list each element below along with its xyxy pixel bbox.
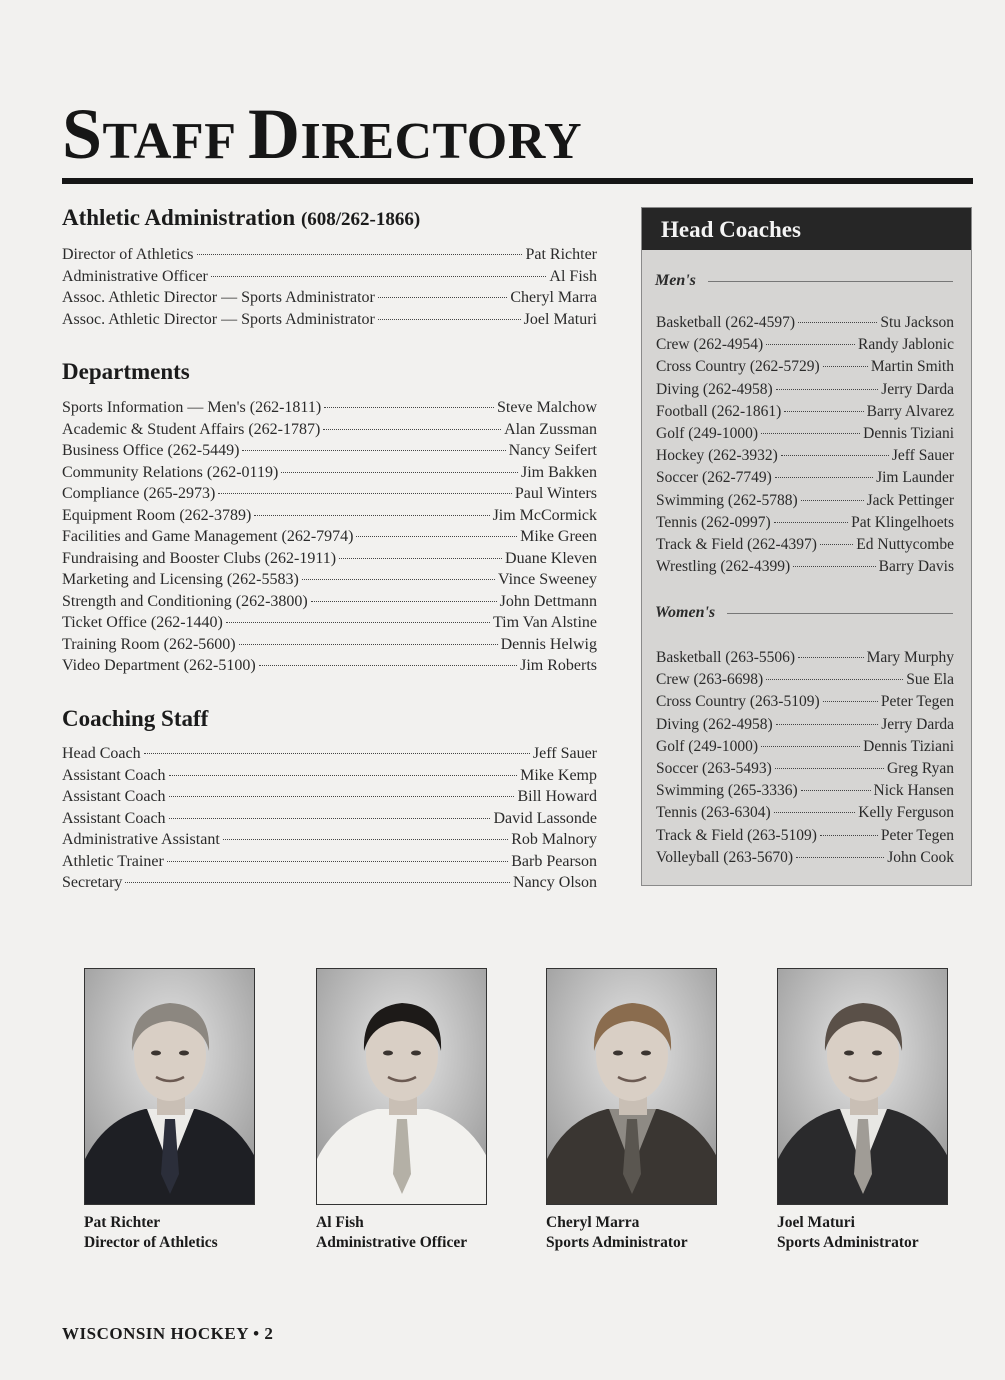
row-label: Soccer (262-7749) bbox=[656, 469, 772, 487]
row-name: Barb Pearson bbox=[511, 852, 597, 870]
row-label: Crew (263-6698) bbox=[656, 671, 764, 689]
dot-leader bbox=[223, 839, 508, 840]
portrait-name: Joel Maturi bbox=[777, 1214, 855, 1231]
directory-row bbox=[656, 334, 954, 356]
row-label: Assistant Coach bbox=[62, 788, 166, 805]
directory-row bbox=[656, 556, 954, 578]
directory-row bbox=[62, 548, 597, 570]
row-name: Duane Kleven bbox=[505, 549, 597, 567]
dot-leader bbox=[197, 254, 523, 255]
row-label: Swimming (262-5788) bbox=[656, 491, 798, 509]
dot-leader bbox=[281, 472, 518, 473]
directory-row bbox=[656, 534, 954, 556]
row-label: Assoc. Athletic Director — Sports Administrator bbox=[62, 310, 375, 328]
coaching-staff-heading: Coaching Staff bbox=[62, 706, 209, 731]
portrait-illustration bbox=[547, 969, 717, 1205]
title-directory-rest: IRECTORY bbox=[300, 113, 583, 170]
head-coaches-panel bbox=[641, 207, 972, 886]
directory-row bbox=[656, 512, 954, 534]
dot-leader bbox=[323, 429, 501, 430]
row-label: Track & Field (263-5109) bbox=[656, 826, 817, 844]
row-name: Jim Bakken bbox=[521, 463, 597, 481]
dot-leader bbox=[796, 857, 884, 858]
dot-leader bbox=[125, 882, 510, 883]
row-label: Video Department (262-5100) bbox=[62, 657, 256, 674]
dot-leader bbox=[761, 433, 860, 434]
dot-leader bbox=[820, 835, 878, 836]
directory-row bbox=[62, 419, 597, 441]
row-name: Greg Ryan bbox=[887, 759, 954, 777]
dot-leader bbox=[766, 679, 903, 680]
directory-row bbox=[62, 808, 597, 830]
departments-list bbox=[62, 397, 597, 677]
directory-row bbox=[62, 786, 597, 808]
row-label: Volleyball (263-5670) bbox=[656, 848, 794, 866]
title-staff-rest: TAFF bbox=[102, 113, 235, 170]
head-coaches-heading: Head Coaches bbox=[642, 208, 971, 250]
athletic-admin-title: Athletic Administration bbox=[62, 205, 296, 230]
portrait-caption bbox=[84, 1213, 218, 1253]
dot-leader bbox=[167, 861, 508, 862]
mens-divider bbox=[708, 281, 953, 282]
directory-row bbox=[62, 309, 597, 331]
directory-row bbox=[656, 490, 954, 512]
portrait-title: Sports Administrator bbox=[546, 1234, 688, 1251]
row-label: Cross Country (262-5729) bbox=[656, 358, 820, 376]
row-name: Sue Ela bbox=[906, 671, 954, 689]
row-name: Tim Van Alstine bbox=[492, 614, 597, 631]
row-name: Mary Murphy bbox=[866, 649, 954, 666]
womens-divider bbox=[727, 613, 953, 614]
page-title bbox=[62, 94, 583, 174]
dot-leader bbox=[226, 622, 490, 623]
directory-row bbox=[656, 669, 954, 691]
row-label: Administrative Officer bbox=[62, 267, 208, 285]
dot-leader bbox=[823, 701, 878, 702]
dot-leader bbox=[211, 276, 547, 277]
dot-leader bbox=[798, 322, 877, 323]
row-name: Dennis Tiziani bbox=[863, 424, 954, 442]
portrait-name: Pat Richter bbox=[84, 1214, 161, 1231]
title-directory-initial: D bbox=[248, 94, 301, 174]
row-label: Hockey (262-3932) bbox=[656, 447, 778, 465]
row-name: Joel Maturi bbox=[523, 310, 597, 328]
directory-row bbox=[62, 743, 597, 765]
row-label: Athletic Trainer bbox=[62, 852, 164, 870]
directory-row bbox=[62, 591, 597, 613]
directory-row bbox=[62, 569, 597, 591]
womens-subheading bbox=[655, 604, 953, 622]
row-label: Training Room (262-5600) bbox=[62, 635, 236, 653]
directory-row bbox=[62, 287, 597, 309]
directory-row bbox=[62, 244, 597, 266]
row-label: Diving (262-4958) bbox=[656, 715, 773, 733]
row-name: Barry Alvarez bbox=[866, 402, 954, 420]
portrait-title: Director of Athletics bbox=[84, 1234, 218, 1251]
row-label: Cross Country (263-5109) bbox=[656, 693, 820, 711]
row-name: Jerry Darda bbox=[881, 715, 954, 733]
row-label: Fundraising and Booster Clubs (262-1911) bbox=[62, 549, 337, 567]
row-label: Strength and Conditioning (262-3800) bbox=[62, 592, 308, 610]
row-label: Crew (262-4954) bbox=[656, 336, 764, 354]
directory-row bbox=[656, 401, 954, 423]
row-name: Pat Richter bbox=[525, 246, 597, 263]
directory-row bbox=[656, 847, 954, 869]
row-name: Randy Jablonic bbox=[858, 336, 954, 354]
row-label: Basketball (263-5506) bbox=[656, 649, 796, 666]
row-label: Basketball (262-4597) bbox=[656, 314, 796, 331]
directory-row bbox=[62, 655, 597, 677]
row-label: Swimming (265-3336) bbox=[656, 782, 798, 800]
directory-row bbox=[62, 462, 597, 484]
row-label: Compliance (265-2973) bbox=[62, 485, 216, 502]
directory-row bbox=[656, 467, 954, 489]
dot-leader bbox=[823, 366, 868, 367]
row-label: Secretary bbox=[62, 874, 123, 891]
row-label: Assoc. Athletic Director — Sports Administrator bbox=[62, 289, 375, 306]
directory-row bbox=[62, 765, 597, 787]
row-name: Al Fish bbox=[549, 267, 597, 285]
dot-leader bbox=[324, 407, 494, 408]
row-name: Peter Tegen bbox=[880, 693, 954, 711]
womens-coaches-list bbox=[656, 647, 954, 869]
row-label: Soccer (263-5493) bbox=[656, 759, 772, 777]
row-label: Sports Information — Men's (262-1811) bbox=[62, 399, 322, 416]
dot-leader bbox=[169, 818, 491, 819]
athletic-admin-heading bbox=[62, 205, 420, 231]
mens-coaches-list bbox=[656, 312, 954, 578]
dot-leader bbox=[784, 411, 863, 412]
portrait-illustration bbox=[317, 969, 487, 1205]
row-name: Bill Howard bbox=[517, 788, 597, 805]
directory-row bbox=[62, 612, 597, 634]
dot-leader bbox=[169, 796, 515, 797]
directory-row bbox=[62, 483, 597, 505]
dot-leader bbox=[311, 601, 497, 602]
row-label: Tennis (262-0997) bbox=[656, 513, 771, 531]
dot-leader bbox=[774, 522, 848, 523]
row-name: Jerry Darda bbox=[881, 380, 954, 398]
dot-leader bbox=[775, 768, 884, 769]
row-label: Facilities and Game Management (262-7974) bbox=[62, 528, 354, 545]
portrait-title: Sports Administrator bbox=[777, 1234, 919, 1251]
directory-row bbox=[656, 312, 954, 334]
dot-leader bbox=[239, 644, 498, 645]
title-rule bbox=[62, 178, 973, 184]
directory-row bbox=[656, 356, 954, 378]
row-label: Assistant Coach bbox=[62, 809, 166, 827]
portrait-title: Administrative Officer bbox=[316, 1234, 468, 1251]
row-label: Community Relations (262-0119) bbox=[62, 463, 279, 481]
dot-leader bbox=[242, 450, 505, 451]
directory-row bbox=[656, 379, 954, 401]
dot-leader bbox=[801, 790, 871, 791]
row-name: Dennis Tiziani bbox=[863, 737, 954, 755]
directory-row bbox=[656, 647, 954, 669]
dot-leader bbox=[144, 753, 530, 754]
directory-row bbox=[656, 445, 954, 467]
directory-row bbox=[62, 829, 597, 851]
directory-row bbox=[62, 440, 597, 462]
row-name: David Lassonde bbox=[493, 809, 597, 827]
row-name: Alan Zussman bbox=[504, 420, 597, 438]
row-name: Martin Smith bbox=[870, 358, 954, 376]
row-name: Jim Launder bbox=[876, 469, 954, 487]
directory-row bbox=[62, 397, 597, 419]
dot-leader bbox=[776, 389, 879, 390]
dot-leader bbox=[302, 579, 495, 580]
dot-leader bbox=[218, 493, 512, 494]
dot-leader bbox=[378, 297, 508, 298]
portrait-illustration bbox=[778, 969, 948, 1205]
womens-label: Women's bbox=[655, 604, 716, 621]
dot-leader bbox=[169, 775, 518, 776]
mens-label: Men's bbox=[655, 272, 696, 289]
row-name: Peter Tegen bbox=[880, 826, 954, 844]
directory-row bbox=[656, 802, 954, 824]
row-label: Administrative Assistant bbox=[62, 831, 220, 848]
dot-leader bbox=[254, 515, 489, 516]
title-staff-initial: S bbox=[62, 94, 103, 174]
dot-leader bbox=[356, 536, 517, 537]
portrait-photo bbox=[316, 968, 487, 1205]
row-name: Jeff Sauer bbox=[532, 745, 597, 762]
row-label: Academic & Student Affairs (262-1787) bbox=[62, 420, 321, 438]
portrait-photo bbox=[84, 968, 255, 1205]
row-name: Vince Sweeney bbox=[498, 571, 597, 588]
dot-leader bbox=[774, 812, 856, 813]
row-label: Tennis (263-6304) bbox=[656, 804, 771, 822]
directory-row bbox=[62, 851, 597, 873]
portrait-photo bbox=[546, 968, 717, 1205]
dot-leader bbox=[781, 455, 889, 456]
row-label: Track & Field (262-4397) bbox=[656, 535, 817, 553]
row-name: Paul Winters bbox=[514, 485, 597, 502]
row-label: Wrestling (262-4399) bbox=[656, 558, 791, 576]
row-name: Nancy Seifert bbox=[508, 442, 597, 459]
dot-leader bbox=[761, 746, 860, 747]
directory-row bbox=[62, 266, 597, 288]
row-name: Ed Nuttycombe bbox=[856, 535, 954, 553]
row-label: Diving (262-4958) bbox=[656, 380, 773, 398]
row-label: Marketing and Licensing (262-5583) bbox=[62, 571, 299, 588]
dot-leader bbox=[339, 558, 502, 559]
row-name: Mike Kemp bbox=[520, 766, 597, 784]
row-name: Stu Jackson bbox=[880, 314, 954, 331]
row-name: Dennis Helwig bbox=[500, 635, 597, 653]
row-label: Football (262-1861) bbox=[656, 402, 782, 420]
row-label: Golf (249-1000) bbox=[656, 424, 759, 442]
row-name: Cheryl Marra bbox=[510, 289, 597, 306]
directory-row bbox=[656, 780, 954, 802]
dot-leader bbox=[801, 500, 864, 501]
directory-row bbox=[656, 758, 954, 780]
dot-leader bbox=[378, 319, 521, 320]
row-name: Rob Malnory bbox=[511, 831, 597, 848]
dot-leader bbox=[776, 724, 879, 725]
portrait-name: Cheryl Marra bbox=[546, 1214, 640, 1231]
mens-subheading bbox=[655, 272, 953, 290]
row-label: Assistant Coach bbox=[62, 766, 166, 784]
row-name: John Dettmann bbox=[499, 592, 597, 610]
row-name: Steve Malchow bbox=[497, 399, 597, 416]
dot-leader bbox=[820, 544, 853, 545]
coaching-staff-list bbox=[62, 743, 597, 894]
row-name: Jim Roberts bbox=[520, 657, 597, 674]
portrait-photo bbox=[777, 968, 948, 1205]
row-label: Ticket Office (262-1440) bbox=[62, 614, 223, 631]
directory-row bbox=[62, 505, 597, 527]
directory-row bbox=[656, 691, 954, 713]
row-label: Director of Athletics bbox=[62, 246, 194, 263]
portrait-illustration bbox=[85, 969, 255, 1205]
row-name: Pat Klingelhoets bbox=[851, 513, 954, 531]
directory-row bbox=[62, 634, 597, 656]
page-footer: WISCONSIN HOCKEY • 2 bbox=[62, 1324, 274, 1343]
row-label: Business Office (262-5449) bbox=[62, 442, 240, 459]
dot-leader bbox=[259, 665, 517, 666]
row-label: Equipment Room (262-3789) bbox=[62, 506, 252, 524]
dot-leader bbox=[793, 566, 876, 567]
row-name: Nancy Olson bbox=[513, 874, 597, 891]
dot-leader bbox=[798, 657, 864, 658]
directory-row bbox=[62, 526, 597, 548]
row-name: Kelly Ferguson bbox=[858, 804, 954, 822]
row-name: Mike Green bbox=[520, 528, 597, 545]
portrait-caption bbox=[546, 1213, 688, 1253]
directory-row bbox=[656, 714, 954, 736]
athletic-admin-list bbox=[62, 244, 597, 330]
row-label: Head Coach bbox=[62, 745, 141, 762]
row-name: Nick Hansen bbox=[873, 782, 954, 800]
portrait-caption bbox=[777, 1213, 919, 1253]
directory-row bbox=[656, 736, 954, 758]
directory-row bbox=[62, 872, 597, 894]
departments-heading: Departments bbox=[62, 359, 190, 384]
row-name: John Cook bbox=[887, 848, 954, 866]
portrait-name: Al Fish bbox=[316, 1214, 364, 1231]
dot-leader bbox=[766, 344, 855, 345]
athletic-admin-phone: (608/262-1866) bbox=[300, 209, 421, 230]
row-name: Jeff Sauer bbox=[891, 447, 954, 465]
row-name: Jack Pettinger bbox=[866, 491, 954, 509]
directory-row bbox=[656, 423, 954, 445]
directory-row bbox=[656, 825, 954, 847]
portrait-caption bbox=[316, 1213, 467, 1253]
row-name: Jim McCormick bbox=[492, 506, 597, 524]
dot-leader bbox=[775, 477, 873, 478]
row-label: Golf (249-1000) bbox=[656, 737, 759, 755]
row-name: Barry Davis bbox=[878, 558, 954, 576]
